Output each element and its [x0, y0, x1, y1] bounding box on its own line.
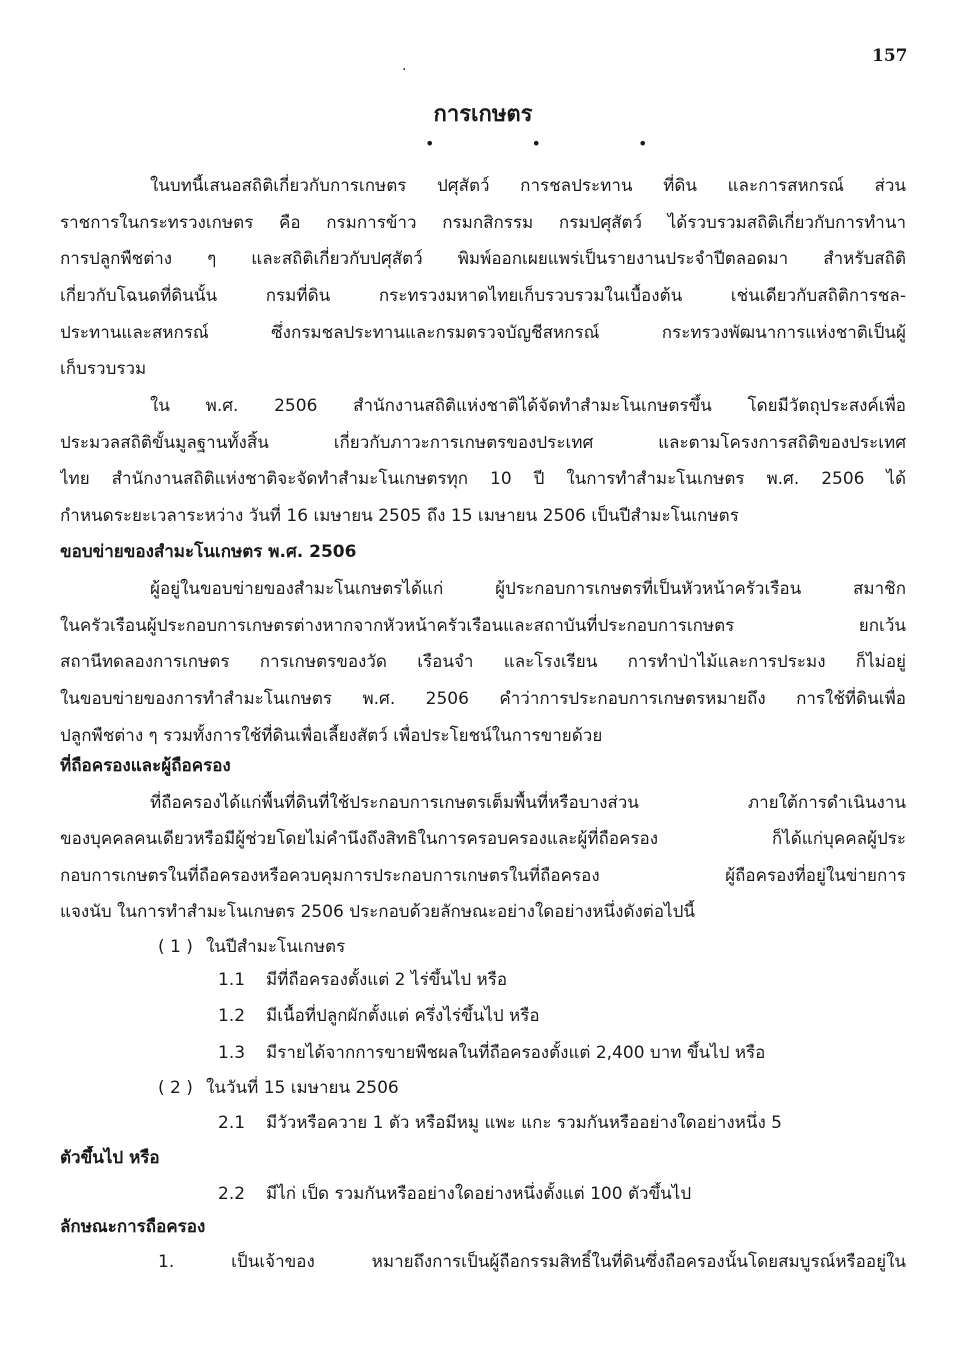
criteria-item-1-3	[218, 1041, 966, 1067]
criteria-number: 1.1	[218, 970, 246, 990]
paragraph-line: ของบุคคลคนเดียวหรือมีผู้ช่วยโดยไม่คำนึงถึงสิทธิในการครอบครองและผู้ที่ถือครอง ก็ได้แก่บุคคลผู้ประ	[60, 829, 906, 849]
paragraph-line: กำหนดระยะเวลาระหว่าง วันที่ 16 เมษายน 2505 ถึง 15 เมษายน 2506 เป็นปีสำมะโนเกษตร	[60, 506, 739, 526]
section-heading-holding: ที่ถือครองและผู้ถือครอง	[60, 756, 231, 776]
paragraph-line: เกี่ยวกับโฉนดที่ดินนั้น กรมที่ดิน กระทรวงมหาดไทยเก็บรวบรวมในเบื้องต้น เช่นเดียวกับสถิติการชล-	[60, 286, 906, 306]
criteria-item-1-1	[218, 968, 966, 994]
criteria-number: 1.2	[218, 1006, 246, 1026]
paragraph-line: ในครัวเรือนผู้ประกอบการเกษตรต่างหากจากหัวหน้าครัวเรือนและสถาบันที่ประกอบการเกษตร ยกเว้น	[60, 616, 906, 636]
criteria-number: 1.3	[218, 1043, 246, 1063]
tenure-item-1: 1. เป็นเจ้าของ หมายถึงการเป็นผู้ถือกรรมสิทธิ์ในที่ดินซึ่งถือครองนั้นโดยสมบูรณ์หรืออยู่ใน	[158, 1252, 906, 1272]
criteria-text: มีวัวหรือควาย 1 ตัว หรือมีหมู แพะ แกะ รวมกันหรืออย่างใดอย่างหนึ่ง 5	[266, 1113, 783, 1133]
paragraph-line: ประทานและสหกรณ์ ซึ่งกรมชลประทานและกรมตรวจบัญชีสหกรณ์ กระทรวงพัฒนาการแห่งชาติเป็นผู้	[60, 323, 906, 343]
section-heading-tenure: ลักษณะการถือครอง	[60, 1217, 206, 1237]
paragraph-line: เก็บรวบรวม	[60, 359, 147, 379]
paragraph-line: การปลูกพืชต่าง ๆ และสถิติเกี่ยวกับปศุสัตว์ พิมพ์ออกเผยแพร่เป็นรายงานประจำปีตลอดมา สำหรับสถิติ	[60, 249, 906, 269]
paragraph-line: ที่ถือครองได้แก่พื้นที่ดินที่ใช้ประกอบการเกษตรเต็มพื้นที่หรือบางส่วน ภายใต้การดำเนินงาน	[150, 793, 906, 813]
criteria-item-2-1	[218, 1111, 906, 1137]
paragraph-line: ไทย สำนักงานสถิติแห่งชาติจะจัดทำสำมะโนเกษตรทุก 10 ปี ในการทำสำมะโนเกษตร พ.ศ. 2506 ได้	[60, 469, 906, 489]
criteria-text: มีไก่ เป็ด รวมกันหรืออย่างใดอย่างหนึ่งตั้งแต่ 100 ตัวขึ้นไป	[266, 1184, 692, 1204]
criteria-text: มีที่ถือครองตั้งแต่ 2 ไร่ขึ้นไป หรือ	[266, 970, 508, 990]
criteria-number: ( 2 )	[158, 1078, 193, 1098]
page-number: 157	[872, 46, 908, 66]
paragraph-line: ใน พ.ศ. 2506 สำนักงานสถิติแห่งชาติได้จัดทำสำมะโนเกษตรขึ้น โดยมีวัตถุประสงค์เพื่อ	[150, 396, 906, 416]
paragraph-line: ในบทนี้เสนอสถิติเกี่ยวกับการเกษตร ปศุสัตว์ การชลประทาน ที่ดิน และการสหกรณ์ ส่วน	[150, 176, 906, 196]
criteria-item-2-1-continued: ตัวขึ้นไป หรือ	[60, 1148, 160, 1168]
criteria-text: มีเนื้อที่ปลูกผักตั้งแต่ ครึ่งไร่ขึ้นไป หรือ	[266, 1006, 540, 1026]
criteria-number: 2.1	[218, 1113, 246, 1133]
section-heading-scope: ขอบข่ายของสำมะโนเกษตร พ.ศ. 2506	[60, 542, 357, 562]
paragraph-line: ประมวลสถิติขั้นมูลฐานทั้งสิ้น เกี่ยวกับภาวะการเกษตรของประเทศ และตามโครงการสถิติของประเทศ	[60, 433, 906, 453]
criteria-item-1-2	[218, 1004, 966, 1030]
criteria-number: ( 1 )	[158, 937, 193, 957]
criteria-number: 2.2	[218, 1184, 246, 1204]
page-title: การเกษตร	[433, 102, 533, 127]
paragraph-line: แจงนับ ในการทำสำมะโนเกษตร 2506 ประกอบด้วยลักษณะอย่างใดอย่างหนึ่งดังต่อไปนี้	[60, 902, 696, 922]
criteria-text: ในปีสำมะโนเกษตร	[206, 937, 346, 957]
paragraph-line: สถานีทดลองการเกษตร การเกษตรของวัด เรือนจำ และโรงเรียน การทำป่าไม้และการประมง ก็ไม่อยู่	[60, 652, 906, 672]
paragraph-line: ผู้อยู่ในขอบข่ายของสำมะโนเกษตรได้แก่ ผู้ประกอบการเกษตรที่เป็นหัวหน้าครัวเรือน สมาชิก	[150, 579, 906, 599]
paragraph-line: ในขอบข่ายของการทำสำมะโนเกษตร พ.ศ. 2506 คำว่าการประกอบการเกษตรหมายถึง การใช้ที่ดินเพื่อ	[60, 689, 906, 709]
criteria-text: มีรายได้จากการขายพืชผลในที่ถือครองตั้งแต่ 2,400 บาท ขึ้นไป หรือ	[266, 1043, 766, 1063]
paragraph-line: กอบการเกษตรในที่ถือครองหรือควบคุมการประกอบการเกษตรในที่ถือครอง ผู้ถือครองที่อยู่ในข่ายการ	[60, 866, 906, 886]
paragraph-line: ราชการในกระทรวงเกษตร คือ กรมการข้าว กรมกสิกรรม กรมปศุสัตว์ ได้รวบรวมสถิติเกี่ยวกับการทำนา	[60, 213, 906, 233]
criteria-text: ในวันที่ 15 เมษายน 2506	[206, 1078, 399, 1098]
criteria-item-2	[158, 1076, 966, 1102]
paragraph-line: ปลูกพืชต่าง ๆ รวมทั้งการใช้ที่ดินเพื่อเลี้ยงสัตว์ เพื่อประโยชน์ในการขายด้วย	[60, 726, 603, 746]
criteria-item-1	[158, 935, 966, 961]
criteria-item-2-2	[218, 1182, 966, 1208]
dot-mark: .	[402, 58, 407, 74]
title-ornament: • • •	[425, 134, 694, 153]
